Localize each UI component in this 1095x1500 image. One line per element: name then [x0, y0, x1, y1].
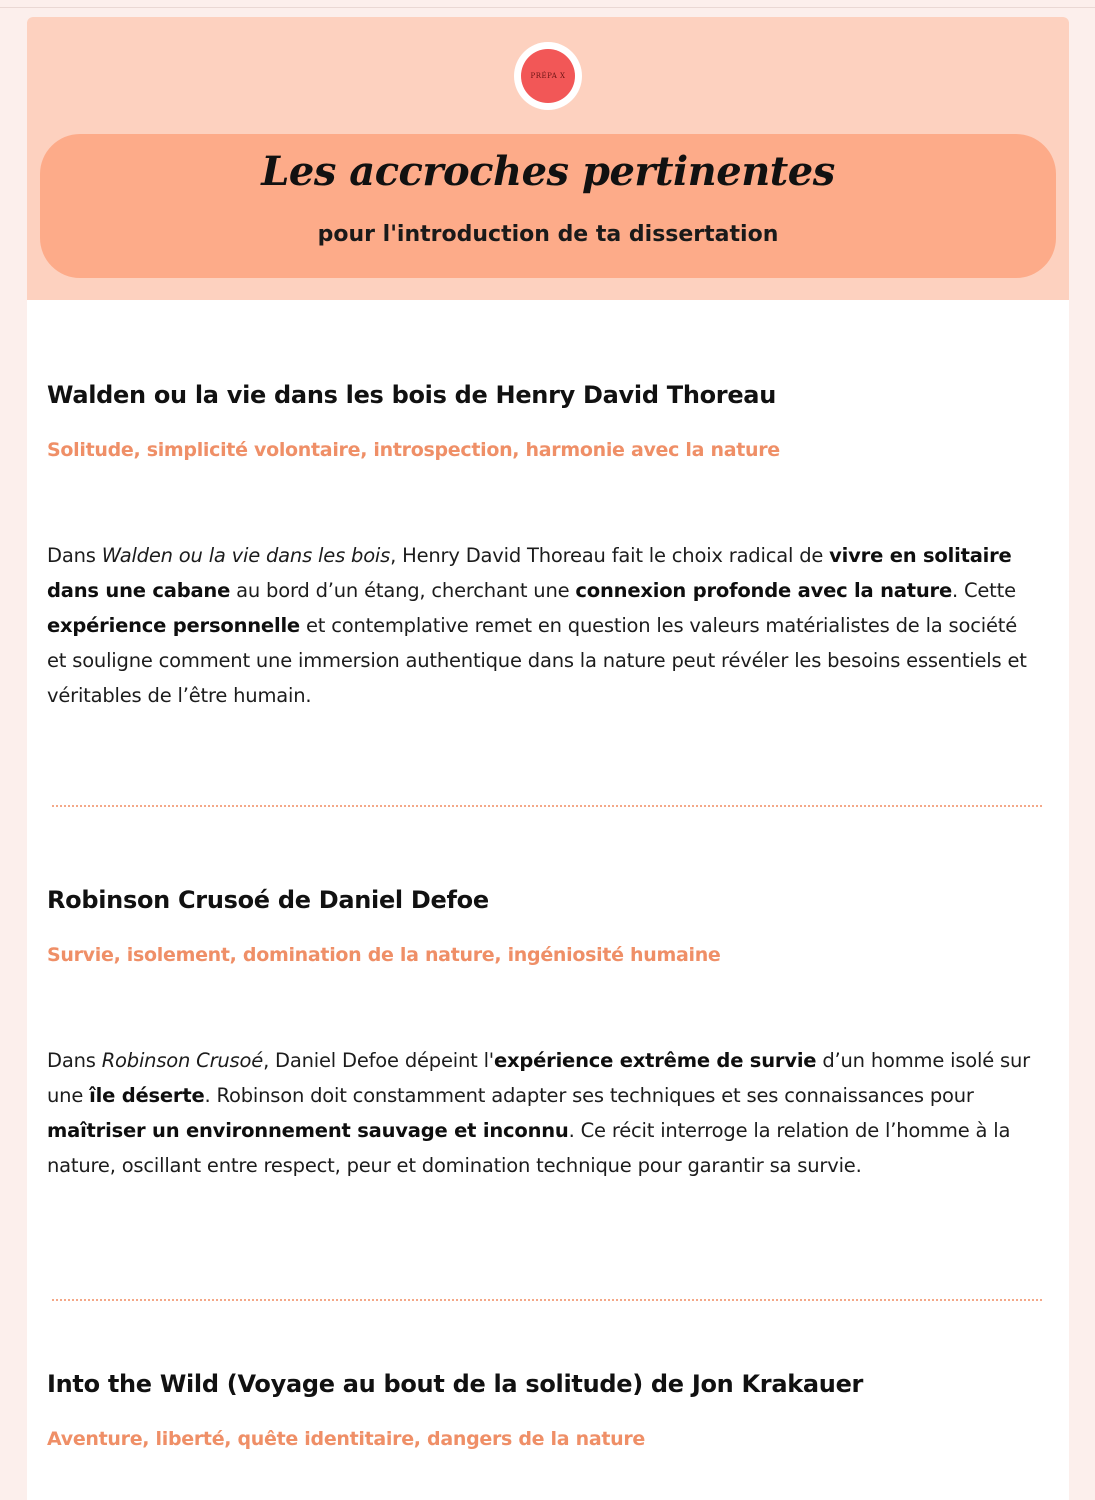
logo-icon: [521, 49, 575, 103]
text-run: Dans: [47, 1049, 102, 1072]
page-title: Les accroches pertinentes: [261, 148, 835, 195]
book-paragraph: [47, 1043, 1037, 1183]
logo-badge: [514, 42, 582, 110]
book-themes: Survie, isolement, domination de la nature, ingéniosité humaine: [47, 944, 721, 966]
book-themes: Aventure, liberté, quête identitaire, dangers de la nature: [47, 1428, 646, 1450]
text-run: et contemplative remet en question les valeurs matérialistes de la société et souligne comment une immersion authentique dans la nature peut révéler les besoins essentiels et véritables de l’être humain.: [47, 614, 1027, 707]
section-divider: [52, 1299, 1042, 1301]
text-run: . Robinson doit constamment adapter ses techniques et ses connaissances pour: [204, 1084, 974, 1107]
text-run: Dans: [47, 544, 102, 567]
text-run: , Henry David Thoreau fait le choix radical de: [390, 544, 830, 567]
text-run: , Daniel Defoe dépeint l': [263, 1049, 494, 1072]
bold-text: île déserte: [89, 1084, 205, 1107]
page-subtitle: pour l'introduction de ta dissertation: [317, 222, 779, 247]
book-themes: Solitude, simplicité volontaire, introspection, harmonie avec la nature: [47, 439, 780, 461]
bold-text: connexion profonde avec la nature: [575, 579, 952, 602]
book-paragraph: [47, 538, 1037, 713]
bold-text: expérience personnelle: [47, 614, 300, 637]
title-banner: [40, 134, 1056, 278]
book-section-robinson: [47, 886, 1037, 1177]
book-section-walden: [47, 381, 1037, 707]
book-title: Robinson Crusoé de Daniel Defoe: [47, 886, 489, 914]
section-divider: [52, 805, 1042, 807]
text-run: d’un homme isolé sur une: [47, 1049, 1030, 1107]
text-run: . Cette: [951, 579, 1016, 602]
bold-text: maîtriser un environnement sauvage et inconnu: [47, 1119, 569, 1142]
book-title: Into the Wild (Voyage au bout de la solitude) de Jon Krakauer: [47, 1370, 864, 1398]
book-section-into-the-wild: [47, 1370, 1037, 1450]
text-run: au bord d’un étang, cherchant une: [230, 579, 576, 602]
bold-text: vivre en solitaire dans une cabane: [47, 544, 1012, 602]
italic-text: Robinson Crusoé: [101, 1049, 264, 1072]
italic-text: Walden ou la vie dans les bois: [101, 544, 391, 567]
text-run: . Ce récit interroge la relation de l’homme à la nature, oscillant entre respect, peur et domination technique pour garantir sa survie.: [47, 1119, 1011, 1177]
book-title: Walden ou la vie dans les bois de Henry David Thoreau: [47, 381, 776, 409]
page-header: [27, 17, 1069, 300]
top-border-line: [0, 7, 1095, 8]
document-card: [27, 17, 1069, 1500]
logo-text: PRÉPA X: [530, 72, 566, 80]
bold-text: expérience extrême de survie: [493, 1049, 817, 1072]
